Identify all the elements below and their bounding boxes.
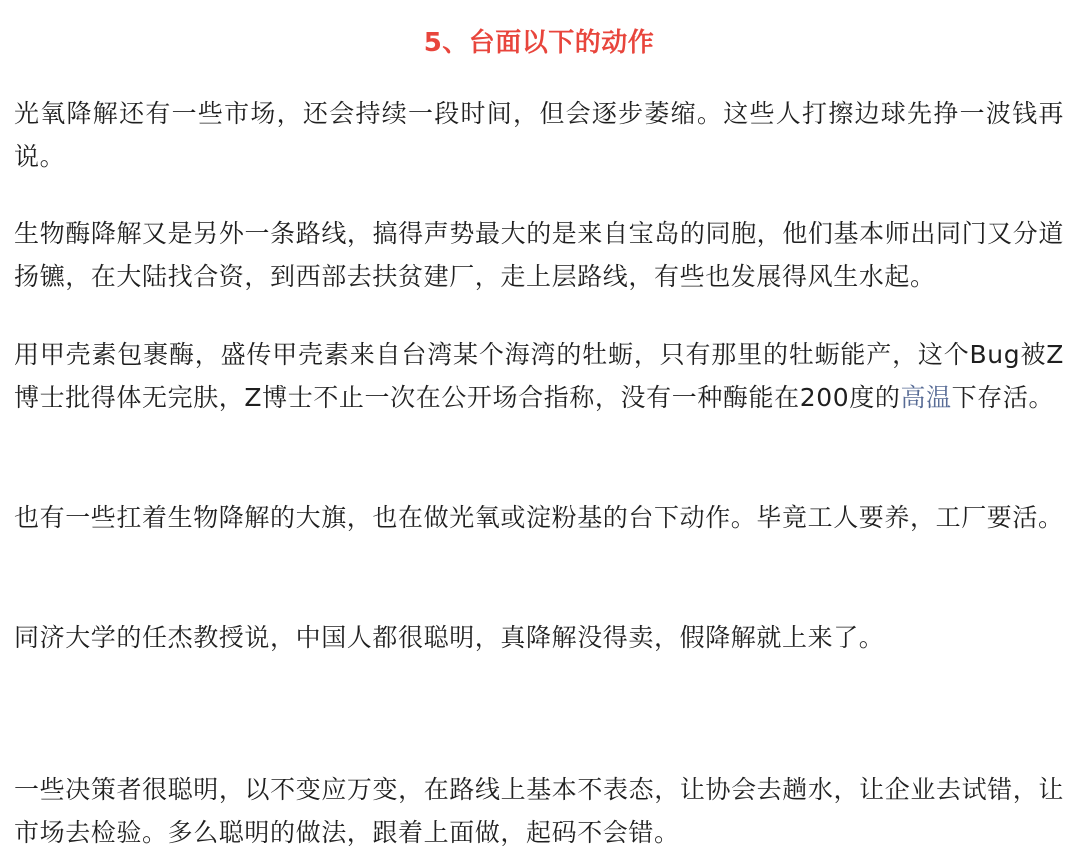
paragraph-tongji-quote: 同济大学的任杰教授说，中国人都很聪明，真降解没得卖，假降解就上来了。	[14, 623, 885, 652]
high-temperature-link[interactable]: 高温	[900, 383, 952, 412]
paragraph-chitosan-text-before: 用甲壳素包裹酶，盛传甲壳素来自台湾某个海湾的牡蛎，只有那里的牡蛎能产，这个Bug被Z博士批得体无完肤，Z博士不止一次在公开场合指称，没有一种酶能在200度的	[14, 340, 1064, 412]
section-title: 5、台面以下的动作	[423, 28, 655, 58]
paragraph-bio-enzyme: 生物酶降解又是另外一条路线，搞得声势最大的是来自宝岛的同胞，他们基本师出同门又分道扬镳，在大陆找合资，到西部去扶贫建厂，走上层路线，有些也发展得风生水起。	[14, 219, 1064, 291]
paragraph-banner: 也有一些扛着生物降解的大旗，也在做光氧或淀粉基的台下动作。毕竟工人要养，工厂要活。	[14, 503, 1064, 532]
paragraph-decision-makers: 一些决策者很聪明，以不变应万变，在路线上基本不表态，让协会去趟水，让企业去试错，让市场去检验。多么聪明的做法，跟着上面做，起码不会错。	[14, 775, 1064, 847]
article-body	[14, 0, 1064, 847]
paragraph-photo-oxidation: 光氧降解还有一些市场，还会持续一段时间，但会逐步萎缩。这些人打擦边球先挣一波钱再说。	[14, 99, 1064, 171]
paragraph-chitosan	[14, 333, 1064, 419]
paragraph-chitosan-text-after: 下存活。	[951, 383, 1055, 412]
